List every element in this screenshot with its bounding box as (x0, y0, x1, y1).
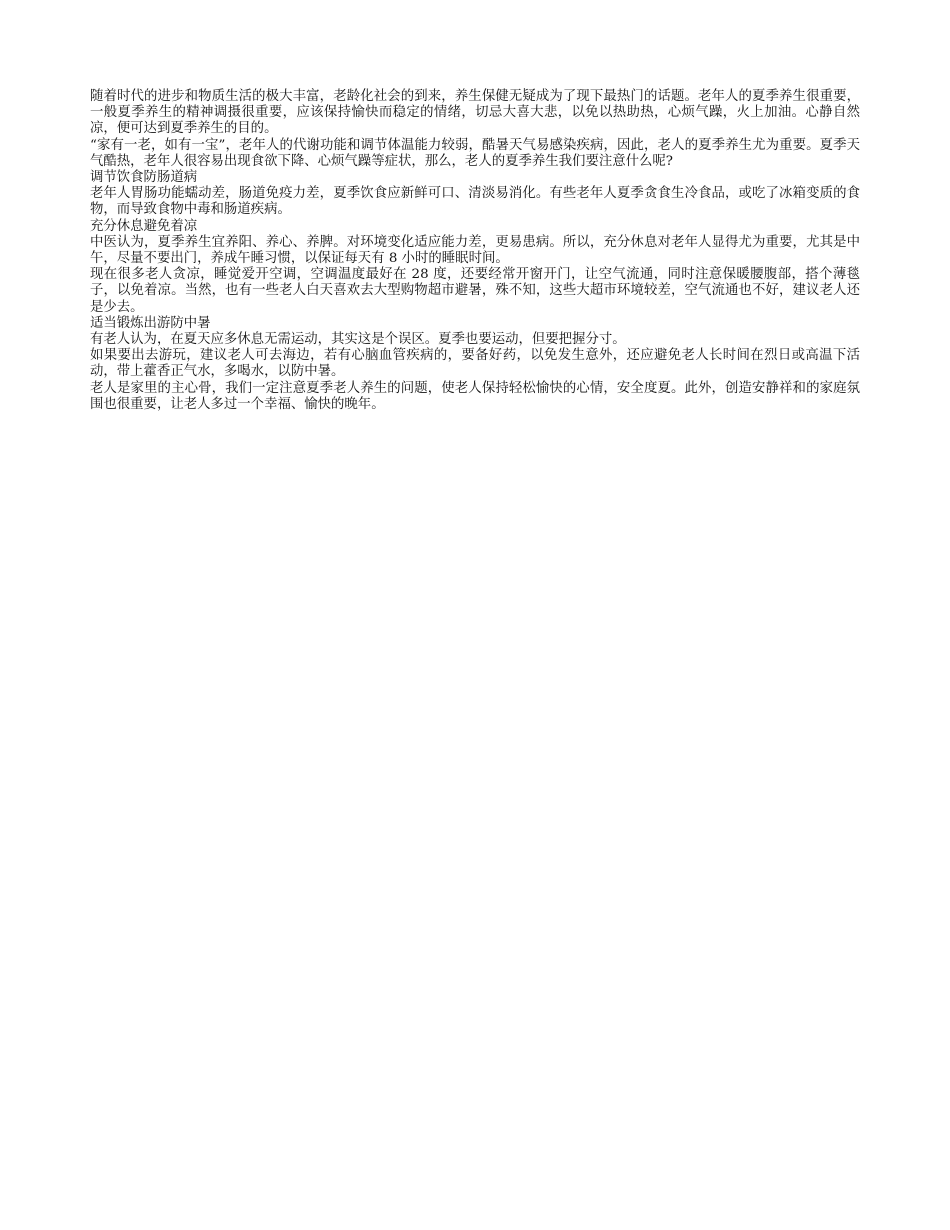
exercise-paragraph-2: 如果要出去游玩，建议老人可去海边，若有心脑血管疾病的，要备好药，以免发生意外，还应避免老人长时间在烈日或高温下活动，带上藿香正气水，多喝水，以防中暑。 (90, 348, 860, 380)
exercise-paragraph-1: 有老人认为，在夏天应多休息无需运动，其实这是个误区。夏季也要运动，但要把握分寸。 (90, 332, 626, 348)
exercise-paragraph-3: 老人是家里的主心骨，我们一定注意夏季老人养生的问题，使老人保持轻松愉快的心情，安全度夏。此外，创造安静祥和的家庭氛围也很重要，让老人多过一个幸福、愉快的晚年。 (90, 380, 860, 412)
intro-paragraph-1: 随着时代的进步和物质生活的极大丰富，老龄化社会的到来，养生保健无疑成为了现下最热门的话题。老年人的夏季养生很重要，一般夏季养生的精神调摄很重要，应该保持愉快而稳定的情绪，切忌大喜大悲，以免以热助热，心烦气躁，火上加油。心静自然凉，便可达到夏季养生的目的。 (90, 89, 860, 137)
document-body (90, 89, 860, 413)
section-heading-diet: 调节饮食防肠道病 (90, 170, 198, 186)
diet-paragraph-1: 老年人胃肠功能蠕动差，肠道免疫力差，夏季饮食应新鲜可口、清淡易消化。有些老年人夏季贪食生冷食品，或吃了冰箱变质的食物，而导致食物中毒和肠道疾病。 (90, 186, 860, 218)
rest-paragraph-2: 现在很多老人贪凉，睡觉爱开空调，空调温度最好在 28 度，还要经常开窗开门，让空气流通，同时注意保暖腰腹部，搭个薄毯子，以免着凉。当然，也有一些老人白天喜欢去大型购物超市避暑，殊不知，这些大超市环境较差，空气流通也不好，建议老人还是少去。 (90, 267, 860, 315)
rest-paragraph-1: 中医认为，夏季养生宜养阳、养心、养脾。对环境变化适应能力差，更易患病。所以，充分休息对老年人显得尤为重要，尤其是中午，尽量不要出门，养成午睡习惯，以保证每天有 8 小时的睡眠时间。 (90, 234, 860, 267)
section-heading-rest: 充分休息避免着凉 (90, 218, 198, 234)
section-heading-exercise: 适当锻炼出游防中暑 (90, 315, 211, 331)
intro-paragraph-2: “家有一老，如有一宝”，老年人的代谢功能和调节体温能力较弱，酷暑天气易感染疾病，因此，老人的夏季养生尤为重要。夏季天气酷热，老年人很容易出现食欲下降、心烦气躁等症状，那么，老人的夏季养生我们要注意什么呢? (90, 137, 860, 169)
